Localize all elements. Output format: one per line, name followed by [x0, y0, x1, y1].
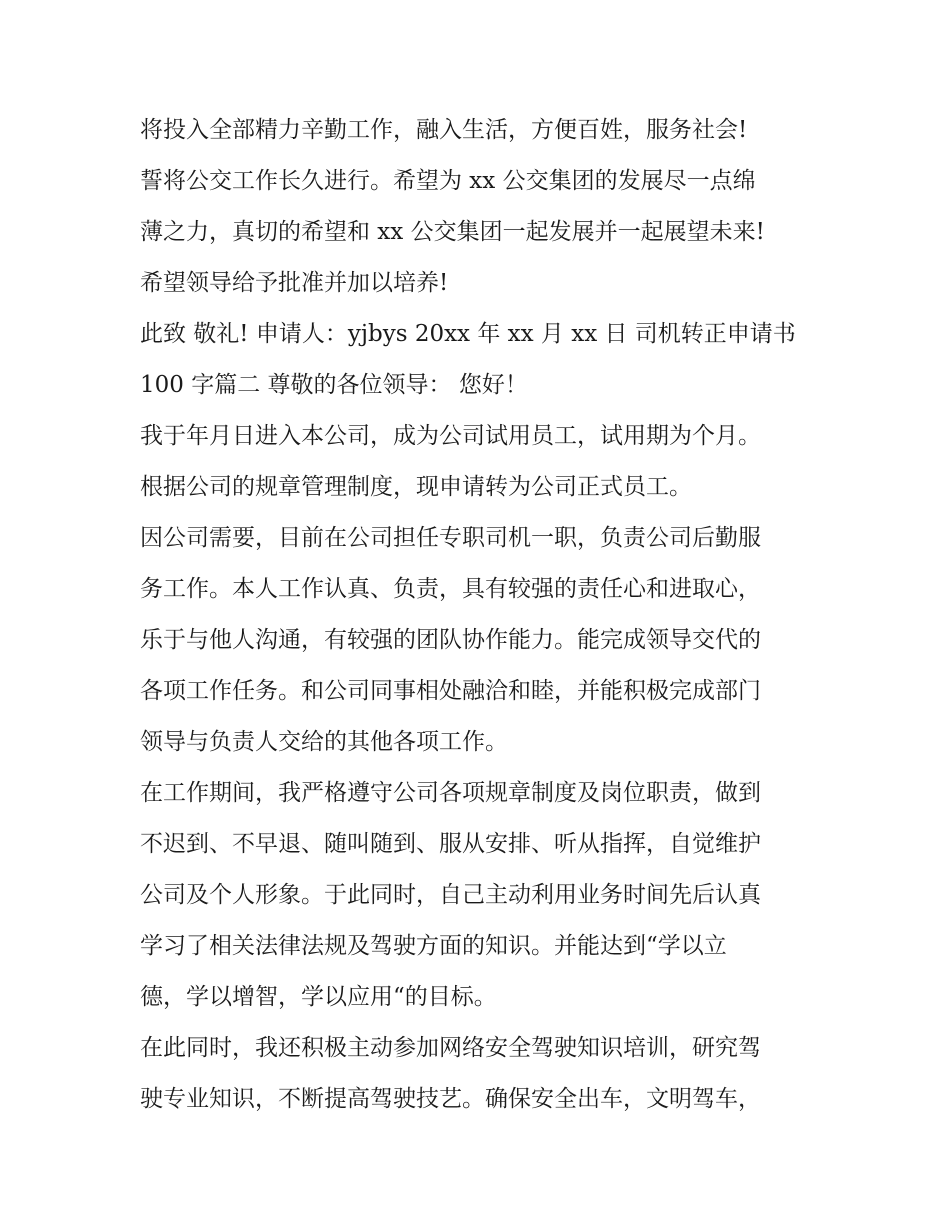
- text-line: 根据公司的规章管理制度，现申请转为公司正式员工。: [140, 474, 692, 500]
- text-line: 学习了相关法律法规及驾驶方面的知识。并能达到“学以立: [140, 933, 727, 959]
- text-line: 我于年月日进入本公司，成为公司试用员工，试用期为个月。: [140, 423, 761, 449]
- text-line: 将投入全部精力辛勤工作，融入生活，方便百姓，服务社会!: [140, 117, 748, 143]
- text-line: 公司及个人形象。于此同时，自己主动利用业务时间先后认真: [140, 882, 761, 908]
- text-line: 领导与负责人交给的其他各项工作。: [140, 729, 508, 755]
- text-line: 希望领导给予批准并加以培养!: [140, 270, 449, 296]
- text-line: 薄之力，真切的希望和 xx 公交集团一起发展并一起展望未来!: [140, 219, 765, 245]
- text-line: 务工作。本人工作认真、负责，具有较强的责任心和进取心，: [140, 576, 761, 602]
- text-line: 德，学以增智，学以应用“的目标。: [140, 984, 497, 1010]
- text-line: 在此同时，我还积极主动参加网络安全驾驶知识培训，研究驾: [140, 1035, 761, 1061]
- text-line: 不迟到、不早退、随叫随到、服从安排、听从指挥，自觉维护: [140, 831, 761, 857]
- text-line: 100 字篇二 尊敬的各位领导： 您好！: [140, 372, 528, 398]
- document-body: [140, 105, 820, 1125]
- text-line: 各项工作任务。和公司同事相处融洽和睦，并能积极完成部门: [140, 678, 761, 704]
- text-line: 此致 敬礼! 申请人：yjbys 20xx 年 xx 月 xx 日 司机转正申请书: [140, 321, 796, 347]
- text-line: 在工作期间，我严格遵守公司各项规章制度及岗位职责，做到: [140, 780, 761, 806]
- text-line: 乐于与他人沟通，有较强的团队协作能力。能完成领导交代的: [140, 627, 761, 653]
- text-line: 驶专业知识，不断提高驾驶技艺。确保安全出车，文明驾车，: [140, 1086, 761, 1112]
- text-line: 誓将公交工作长久进行。希望为 xx 公交集团的发展尽一点绵: [140, 168, 756, 194]
- text-line: 因公司需要，目前在公司担任专职司机一职，负责公司后勤服: [140, 525, 761, 551]
